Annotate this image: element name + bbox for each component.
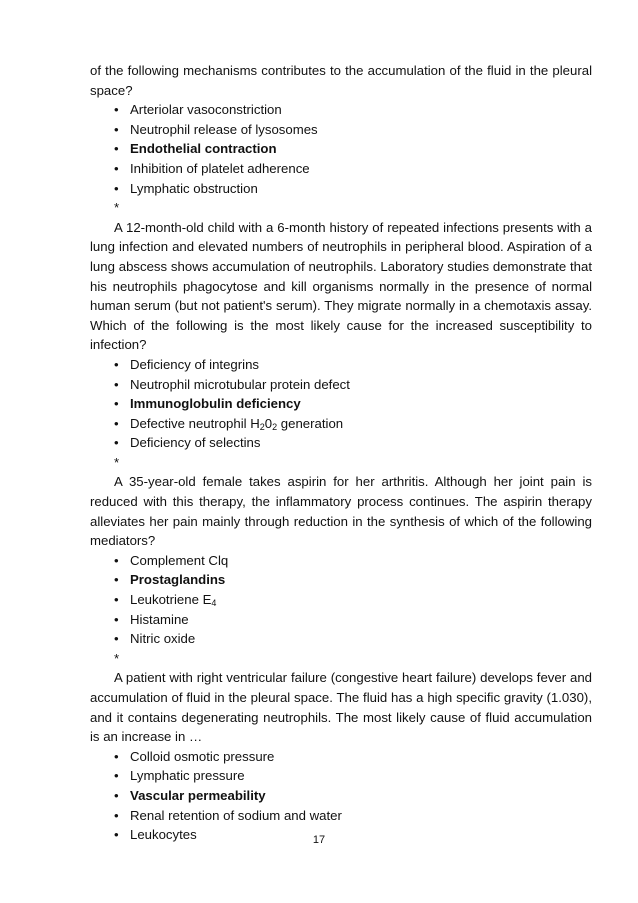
option: • Neutrophil microtubular protein defect [90, 375, 592, 395]
option-correct: • Vascular permeability [90, 786, 592, 806]
option: • Lymphatic pressure [90, 766, 592, 786]
option: • Inhibition of platelet adherence [90, 159, 592, 179]
bullet-icon: • [114, 121, 119, 137]
bullet-icon: • [114, 102, 119, 118]
option: • Neutrophil release of lysosomes [90, 120, 592, 140]
option: • Deficiency of selectins [90, 433, 592, 453]
option-text: Leukotriene E [130, 592, 212, 608]
question-stem: A 12-month-old child with a 6-month history of repeated infections presents with a lung infection and elevated numbers of neutrophils in peripheral blood. Aspiration of a lung abscess shows accumulation of neutrophils. Laboratory studies demonstrate that his neutrophils phagocytose and kill organisms normally in the presence of normal human serum (but not patient's serum). They migrate normally in a chemotaxis assay. Which of the following is the most likely cause for the increased susceptibility to infection? [90, 219, 592, 353]
option: • Nitric oxide [90, 629, 592, 649]
bullet-icon: • [114, 396, 119, 412]
question-stem: A patient with right ventricular failure (congestive heart failure) develops fever and accumulation of fluid in the pleural space. The fluid has a high specific gravity (1.030), and it contains degenerating neutrophils. The most likely cause of fluid accumulation is an increase in … [90, 670, 592, 745]
option: • Arteriolar vasoconstriction [90, 100, 592, 120]
bullet-icon: • [114, 748, 119, 764]
bullet-icon: • [114, 827, 119, 843]
page-number: 17 [312, 834, 326, 846]
option: • Renal retention of sodium and water [90, 806, 592, 826]
bullet-icon: • [114, 435, 119, 451]
option: • Histamine [90, 610, 592, 630]
separator: * [114, 200, 120, 216]
option-correct: • Prostaglandins [90, 570, 592, 590]
bullet-icon: • [114, 141, 119, 157]
bullet-icon: • [114, 787, 119, 803]
option [90, 414, 592, 434]
option-correct: • Immunoglobulin deficiency [90, 394, 592, 414]
q4-options [90, 747, 592, 845]
option: • Colloid osmotic pressure [90, 747, 592, 767]
option: • Leukocytes [90, 825, 592, 845]
bullet-icon: • [114, 592, 119, 608]
option: • Lymphatic obstruction [90, 179, 592, 199]
bullet-icon: • [114, 631, 119, 647]
option: • Complement Clq [90, 551, 592, 571]
bullet-icon: • [114, 160, 119, 176]
bullet-icon: • [114, 415, 119, 431]
separator: * [114, 454, 120, 470]
bullet-icon: • [114, 572, 119, 588]
page-content [90, 61, 592, 845]
q2-options [90, 355, 592, 453]
question-stem: A 35-year-old female takes aspirin for her arthritis. Although her joint pain is reduced with this therapy, the inflammatory process continues. The aspirin therapy alleviates her pain mainly through reduction in the synthesis of which of the following mediators? [90, 474, 592, 549]
subscript: 4 [211, 598, 217, 609]
option [90, 590, 592, 610]
subscript: 2 [272, 421, 278, 432]
bullet-icon: • [114, 552, 119, 568]
bullet-icon: • [114, 807, 119, 823]
separator: * [114, 650, 120, 666]
bullet-icon: • [114, 611, 119, 627]
option-text: generation [277, 415, 344, 431]
question-intro: of the following mechanisms contributes to the accumulation of the fluid in the pleural space? [90, 63, 592, 98]
option: • Deficiency of integrins [90, 355, 592, 375]
option-text: 0 [264, 415, 273, 431]
bullet-icon: • [114, 180, 119, 196]
bullet-icon: • [114, 376, 119, 392]
subscript: 2 [259, 421, 265, 432]
bullet-icon: • [114, 356, 119, 372]
option-correct: • Endothelial contraction [90, 139, 592, 159]
option-text: Defective neutrophil H [130, 415, 260, 431]
q3-options [90, 551, 592, 649]
q1-options [90, 100, 592, 198]
bullet-icon: • [114, 768, 119, 784]
